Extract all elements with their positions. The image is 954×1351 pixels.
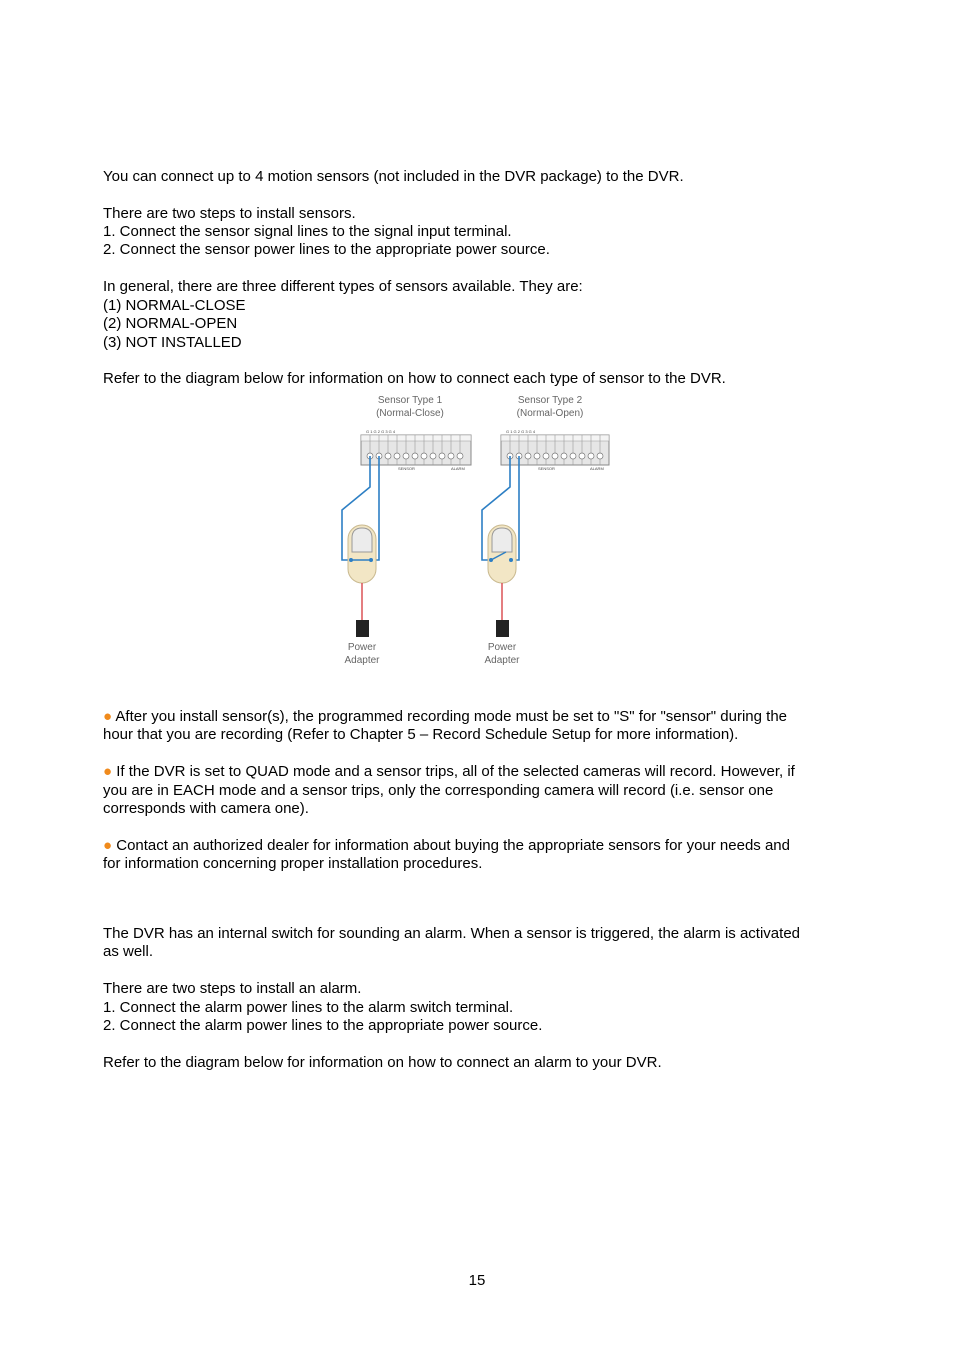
terminal-block-left <box>361 429 471 471</box>
note-3-line-2: for information concerning proper installation procedures. <box>103 855 483 872</box>
sensor-type-1-subtitle: (Normal-Close) <box>376 408 444 419</box>
power-adapter-left-label-1: Power <box>347 642 377 653</box>
sensor-diagram-ref: Refer to the diagram below for information on how to connect each type of sensor to the DVR. <box>103 370 726 387</box>
terminal-pins-left: G 1 G 2 G 3 G 4 <box>366 429 396 434</box>
note-2-line-2: you are in EACH mode and a sensor trips, only the corresponding camera will record (i.e. sensor one <box>103 782 774 799</box>
power-adapter-left-label-2: Adapter <box>344 655 380 666</box>
power-adapter-right-label-1: Power <box>487 642 517 653</box>
sensor-type-2-subtitle: (Normal-Open) <box>516 408 584 419</box>
power-adapter-left <box>344 620 380 666</box>
sensor-type-2: (2) NORMAL-OPEN <box>103 315 238 332</box>
note-1-line-1: ● After you install sensor(s), the programmed recording mode must be set to "S" for "sensor" during the <box>103 708 788 725</box>
bullet-icon: ● <box>103 837 113 854</box>
sensor-type-1: (1) NORMAL-CLOSE <box>103 297 246 314</box>
page-number: 15 <box>468 1272 486 1289</box>
note-1-line-2: hour that you are recording (Refer to Chapter 5 – Record Schedule Setup for more information). <box>103 726 739 743</box>
alarm-intro-line-1: The DVR has an internal switch for sounding an alarm. When a sensor is triggered, the alarm is activated <box>103 925 801 942</box>
sensor-steps-intro: There are two steps to install sensors. <box>103 205 356 222</box>
bullet-icon: ● <box>103 708 113 725</box>
motion-sensor-left <box>348 525 376 583</box>
terminal-block-right <box>501 429 609 471</box>
power-adapter-right <box>484 620 520 666</box>
sensor-step-1: 1. Connect the sensor signal lines to the signal input terminal. <box>103 223 512 240</box>
alarm-diagram-ref: Refer to the diagram below for information on how to connect an alarm to your DVR. <box>103 1054 662 1071</box>
terminal-alarm-label-left: ALARM <box>451 466 465 471</box>
terminal-alarm-label-right: ALARM <box>590 466 604 471</box>
note-2-line-1: ● If the DVR is set to QUAD mode and a sensor trips, all of the selected cameras will record. However, if <box>103 763 795 780</box>
sensor-type-3: (3) NOT INSTALLED <box>103 334 242 351</box>
terminal-pins-right: G 1 G 2 G 3 G 4 <box>506 429 536 434</box>
note-2-line-3: corresponds with camera one). <box>103 800 309 817</box>
terminal-sensor-label-right: SENSOR <box>538 466 555 471</box>
sensor-type-1-diagram <box>342 395 471 666</box>
sensor-wiring-diagram <box>330 392 630 676</box>
sensor-step-2: 2. Connect the sensor power lines to the appropriate power source. <box>103 241 550 258</box>
power-adapter-right-label-2: Adapter <box>484 655 520 666</box>
terminal-sensor-label-left: SENSOR <box>398 466 415 471</box>
bullet-icon: ● <box>103 763 113 780</box>
sensor-intro: You can connect up to 4 motion sensors (not included in the DVR package) to the DVR. <box>103 168 684 185</box>
alarm-step-2: 2. Connect the alarm power lines to the appropriate power source. <box>103 1017 543 1034</box>
sensor-type-2-diagram <box>482 395 609 666</box>
sensor-type-2-title: Sensor Type 2 <box>517 395 583 406</box>
note-3-line-1: ● Contact an authorized dealer for information about buying the appropriate sensors for your needs and <box>103 837 790 854</box>
sensor-types-intro: In general, there are three different types of sensors available. They are: <box>103 278 583 295</box>
sensor-type-1-title: Sensor Type 1 <box>377 395 443 406</box>
alarm-intro-line-2: as well. <box>103 943 154 960</box>
alarm-step-1: 1. Connect the alarm power lines to the alarm switch terminal. <box>103 999 514 1016</box>
motion-sensor-right <box>488 525 516 583</box>
alarm-steps-intro: There are two steps to install an alarm. <box>103 980 362 997</box>
